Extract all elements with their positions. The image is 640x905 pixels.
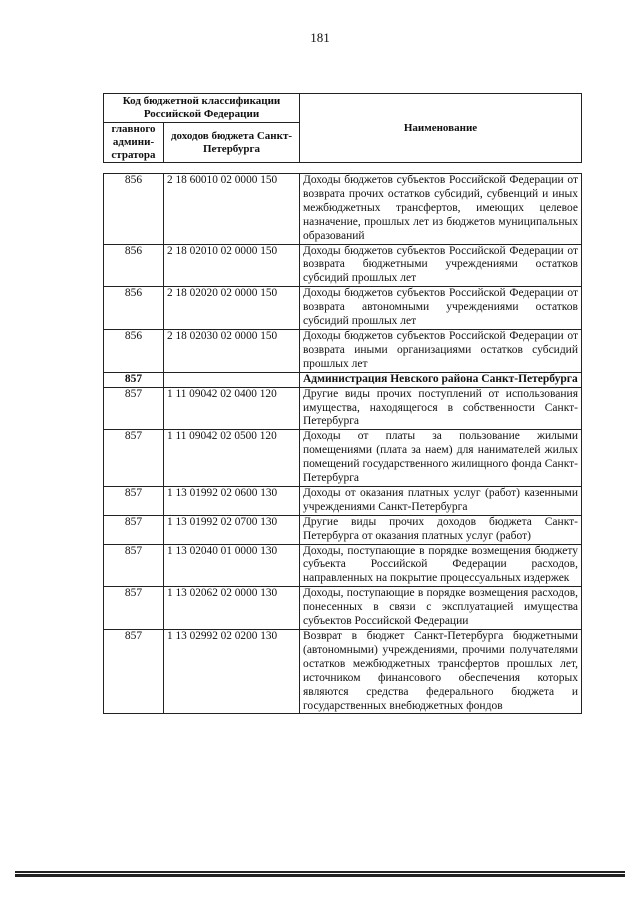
name-cell: Доходы от оказания платных услуг (работ) казенными учреждениями Санкт-Петербурга bbox=[300, 486, 582, 515]
income-code-cell: 1 13 01992 02 0700 130 bbox=[164, 515, 300, 544]
income-code-cell bbox=[164, 372, 300, 387]
table-row bbox=[104, 329, 582, 372]
name-cell: Доходы бюджетов субъектов Российской Федерации от возврата иными организациями остатков субсидий прошлых лет bbox=[300, 329, 582, 372]
income-code-cell: 2 18 60010 02 0000 150 bbox=[164, 174, 300, 245]
table-row bbox=[104, 430, 582, 487]
table-row bbox=[104, 515, 582, 544]
table-row bbox=[104, 544, 582, 587]
name-cell: Другие виды прочих доходов бюджета Санкт-Петербурга от оказания платных услуг (работ) bbox=[300, 515, 582, 544]
income-table bbox=[103, 173, 582, 714]
admin-code-cell: 856 bbox=[104, 244, 164, 287]
income-code-cell: 1 11 09042 02 0400 120 bbox=[164, 387, 300, 430]
admin-code-cell: 857 bbox=[104, 372, 164, 387]
admin-code-cell: 856 bbox=[104, 287, 164, 330]
footer-rule-thick bbox=[15, 874, 625, 877]
name-cell: Доходы бюджетов субъектов Российской Федерации от возврата автономными учреждениями остатков субсидий прошлых лет bbox=[300, 287, 582, 330]
header-classification-code: Код бюджетной классификации Российской Федерации bbox=[104, 94, 300, 123]
page-number: 181 bbox=[310, 30, 330, 45]
income-code-cell: 1 13 02992 02 0200 130 bbox=[164, 630, 300, 714]
admin-code-cell: 856 bbox=[104, 174, 164, 245]
admin-code-cell: 857 bbox=[104, 486, 164, 515]
header-name: Наименование bbox=[300, 94, 582, 163]
admin-code-cell: 857 bbox=[104, 387, 164, 430]
table-row bbox=[104, 372, 582, 387]
income-code-cell: 2 18 02030 02 0000 150 bbox=[164, 329, 300, 372]
admin-code-cell: 857 bbox=[104, 430, 164, 487]
name-cell: Доходы бюджетов субъектов Российской Федерации от возврата бюджетными учреждениями остатков субсидий прошлых лет bbox=[300, 244, 582, 287]
name-cell: Доходы, поступающие в порядке возмещения расходов, понесенных в связи с эксплуатацией имущества субъектов Российской Федерации bbox=[300, 587, 582, 630]
table-row bbox=[104, 587, 582, 630]
table-row bbox=[104, 486, 582, 515]
header-budget-income: доходов бюджета Санкт-Петербурга bbox=[164, 123, 300, 163]
name-cell: Возврат в бюджет Санкт-Петербурга бюджетными (автономными) учреждениями, прочими получателями остатков межбюджетных трансфертов прошлых лет, источником финансового обеспечения которых являются средства федерального бюджета и государственных внебюджетных фондов bbox=[300, 630, 582, 714]
table-row bbox=[104, 630, 582, 714]
income-code-cell: 2 18 02020 02 0000 150 bbox=[164, 287, 300, 330]
table-row bbox=[104, 244, 582, 287]
name-cell: Доходы бюджетов субъектов Российской Федерации от возврата прочих остатков субсидий, субвенций и иных межбюджетных трансфертов, имеющих целевое назначение, прошлых лет из бюджетов муниципальных образований bbox=[300, 174, 582, 245]
admin-code-cell: 857 bbox=[104, 515, 164, 544]
income-code-cell: 2 18 02010 02 0000 150 bbox=[164, 244, 300, 287]
table-row bbox=[104, 174, 582, 245]
table-row bbox=[104, 287, 582, 330]
header-chief-administrator: главного админи-стратора bbox=[104, 123, 164, 163]
name-cell: Другие виды прочих поступлений от использования имущества, находящегося в собственности Санкт-Петербурга bbox=[300, 387, 582, 430]
admin-code-cell: 857 bbox=[104, 544, 164, 587]
footer-rule bbox=[15, 871, 625, 873]
admin-code-cell: 857 bbox=[104, 587, 164, 630]
admin-code-cell: 856 bbox=[104, 329, 164, 372]
table-row bbox=[104, 387, 582, 430]
name-cell: Доходы от платы за пользование жилыми помещениями (плата за наем) для нанимателей жилых помещений государственного жилищного фонда Санкт-Петербурга bbox=[300, 430, 582, 487]
admin-code-cell: 857 bbox=[104, 630, 164, 714]
table-header bbox=[103, 93, 582, 163]
name-cell: Администрация Невского района Санкт-Петербурга bbox=[300, 372, 582, 387]
name-cell: Доходы, поступающие в порядке возмещения бюджету субъекта Российской Федерации расходов, направленных на покрытие процессуальных издержек bbox=[300, 544, 582, 587]
income-code-cell: 1 13 02040 01 0000 130 bbox=[164, 544, 300, 587]
income-code-cell: 1 13 02062 02 0000 130 bbox=[164, 587, 300, 630]
income-code-cell: 1 13 01992 02 0600 130 bbox=[164, 486, 300, 515]
income-code-cell: 1 11 09042 02 0500 120 bbox=[164, 430, 300, 487]
